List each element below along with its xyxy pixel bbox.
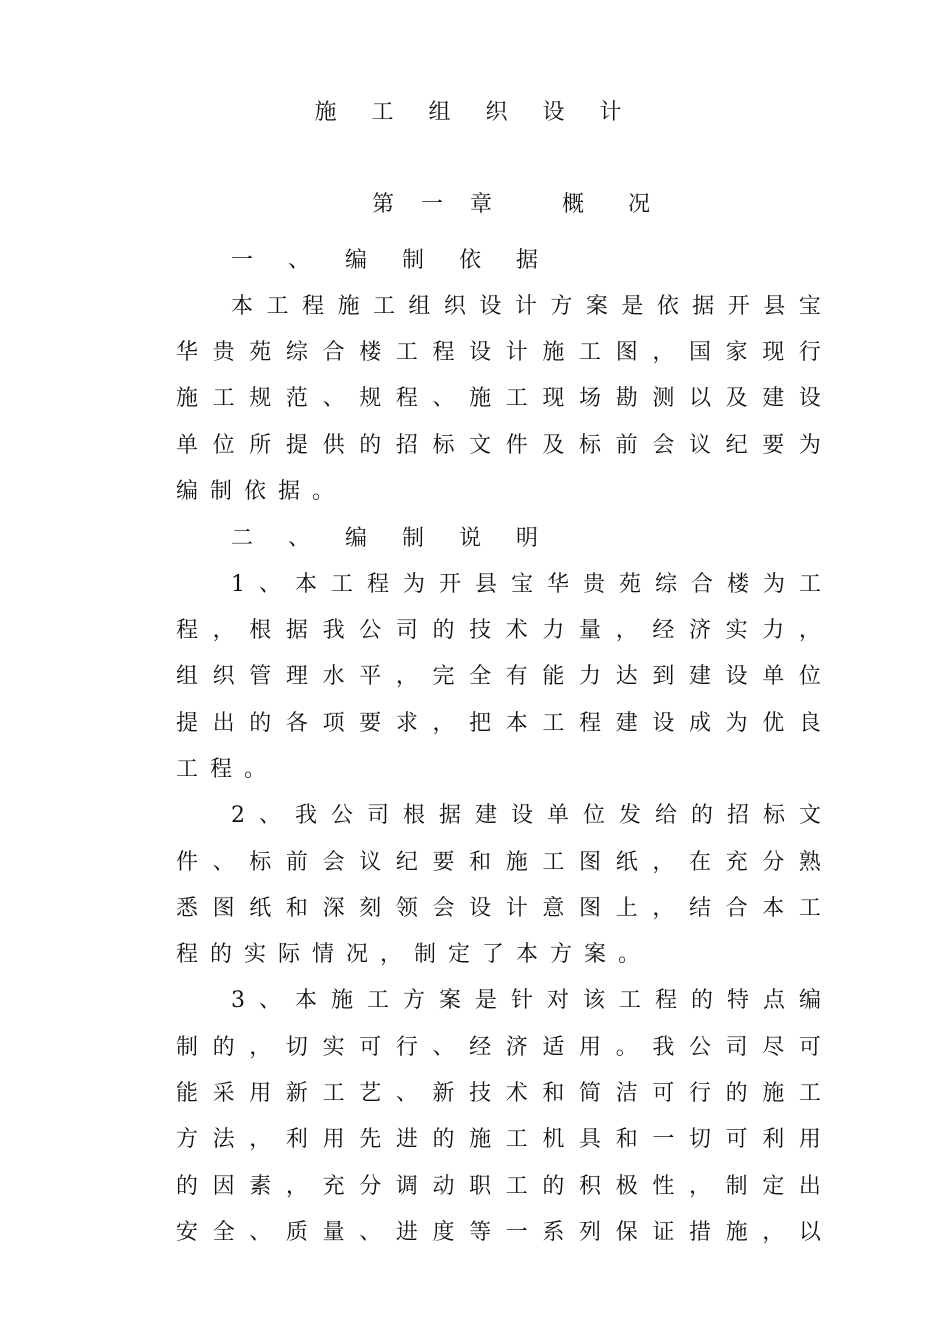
section2-heading: 二 、 编 制 说 明 [231, 526, 552, 551]
section1-heading: 一 、 编 制 依 据 [231, 248, 552, 273]
text-line: 2 、 我 公 司 根 据 建 设 单 位 发 给 的 招 标 文 [231, 803, 821, 828]
chapter-label: 第 一 章 [372, 192, 502, 217]
text-line: 的 因 素 ， 充 分 调 动 职 工 的 积 极 性 ， 制 定 出 [176, 1174, 821, 1199]
text-line: 悉 图 纸 和 深 刻 领 会 设 计 意 图 上 ， 结 合 本 工 [176, 896, 821, 921]
text-line: 华 贵 苑 综 合 楼 工 程 设 计 施 工 图 ， 国 家 现 行 [176, 340, 821, 365]
text-line: 工程。 [176, 757, 279, 782]
text-line: 件 、 标 前 会 议 纪 要 和 施 工 图 纸 ， 在 充 分 熟 [176, 850, 821, 875]
text-line: 本 工 程 施 工 组 织 设 计 方 案 是 依 据 开 县 宝 [231, 294, 821, 319]
text-line: 制 的 ， 切 实 可 行 、 经 济 适 用 。 我 公 司 尽 可 [176, 1035, 821, 1060]
text-line: 1 、 本 工 程 为 开 县 宝 华 贵 苑 综 合 楼 为 工 [231, 572, 821, 597]
text-line: 安 全 、 质 量 、 进 度 等 一 系 列 保 证 措 施 ， 以 [176, 1220, 821, 1245]
text-line: 3 、 本 施 工 方 案 是 针 对 该 工 程 的 特 点 编 [231, 988, 821, 1013]
document-title: 施 工 组 织 设 计 [314, 100, 636, 125]
text-line: 程 ， 根 据 我 公 司 的 技 术 力 量 ， 经 济 实 力 ， [176, 618, 821, 643]
text-line: 组 织 管 理 水 平 ， 完 全 有 能 力 达 到 建 设 单 位 [176, 664, 821, 689]
text-line: 提 出 的 各 项 要 求 ， 把 本 工 程 建 设 成 为 优 良 [176, 711, 821, 736]
text-line: 能 采 用 新 工 艺 、 新 技 术 和 简 洁 可 行 的 施 工 [176, 1081, 821, 1106]
text-line: 单 位 所 提 供 的 招 标 文 件 及 标 前 会 议 纪 要 为 [176, 433, 821, 458]
chapter-heading [372, 190, 651, 220]
text-line: 编制依据。 [176, 479, 347, 504]
text-line: 施 工 规 范 、 规 程 、 施 工 现 场 勘 测 以 及 建 设 [176, 386, 821, 411]
text-line: 方 法 ， 利 用 先 进 的 施 工 机 具 和 一 切 可 利 用 [176, 1127, 821, 1152]
chapter-name: 概 况 [562, 192, 651, 217]
text-line: 程的实际情况，制定了本方案。 [176, 942, 653, 967]
